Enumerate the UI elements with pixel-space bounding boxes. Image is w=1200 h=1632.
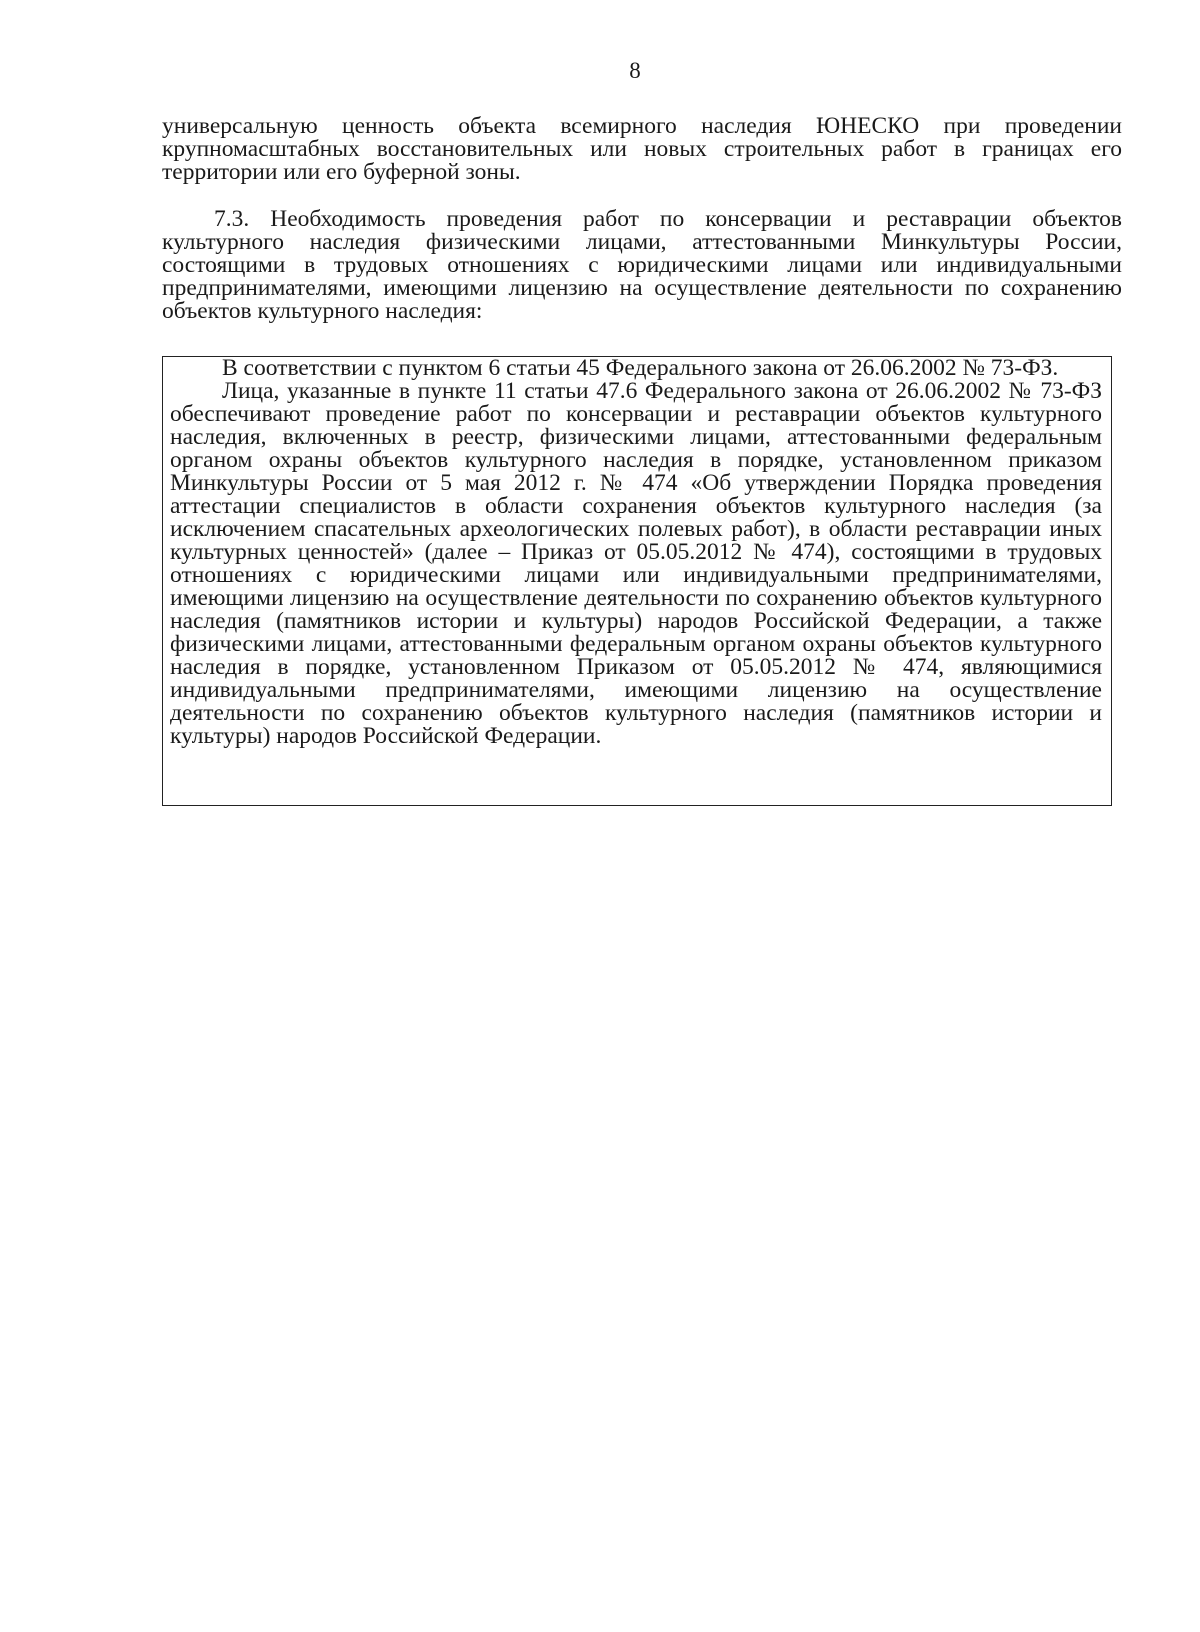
page-number: 8 xyxy=(629,58,641,83)
section-7-3-text: 7.3. Необходимость проведения работ по консервации и реставрации объектов культурного наследия физическими лицами, аттестованными Минкультуры России, состоящими в трудовых отношениях с юридическими лицами или индивидуальными предпринимателями, имеющими лицензию на осуществление деятельности по сохранению объектов культурного наследия: xyxy=(162,206,1122,324)
legal-note-content xyxy=(170,357,1102,748)
note-paragraph-2: Лица, указанные в пункте 11 статьи 47.6 Федерального закона от 26.06.2002 № 73-ФЗ обеспечивают проведение работ по консервации и реставрации объектов культурного наследия, включенных в реестр, физическими лицами, аттестованными федеральным органом охраны объектов культурного наследия в порядке, установленном приказом Минкультуры России от 5 мая 2012 г. № 474 «Об утверждении Порядка проведения аттестации специалистов в области сохранения объектов культурного наследия (за исключением спасательных археологических полевых работ), в области реставрации иных культурных ценностей» (далее – Приказ от 05.05.2012 № 474), состоящими в трудовых отношениях с юридическими лицами или индивидуальными предпринимателями, имеющими лицензию на осуществление деятельности по сохранению объектов культурного наследия (памятников истории и культуры) народов Российской Федерации, а также физическими лицами, аттестованными федеральным органом охраны объектов культурного наследия в порядке, установленном Приказом от 05.05.2012 № 474, являющимися индивидуальными предпринимателями, имеющими лицензию на осуществление деятельности по сохранению объектов культурного наследия (памятников истории и культуры) народов Российской Федерации. xyxy=(170,378,1102,749)
continuation-text: универсальную ценность объекта всемирного наследия ЮНЕСКО при проведении крупномасштабных восстановительных или новых строительных работ в границах его территории или его буферной зоны. xyxy=(162,113,1122,185)
section-7-3-paragraph xyxy=(162,208,1122,323)
legal-note-box xyxy=(162,356,1112,806)
continuation-paragraph xyxy=(162,115,1122,184)
note-paragraph-1: В соответствии с пунктом 6 статьи 45 Федерального закона от 26.06.2002 № 73-ФЗ. xyxy=(222,355,1059,381)
